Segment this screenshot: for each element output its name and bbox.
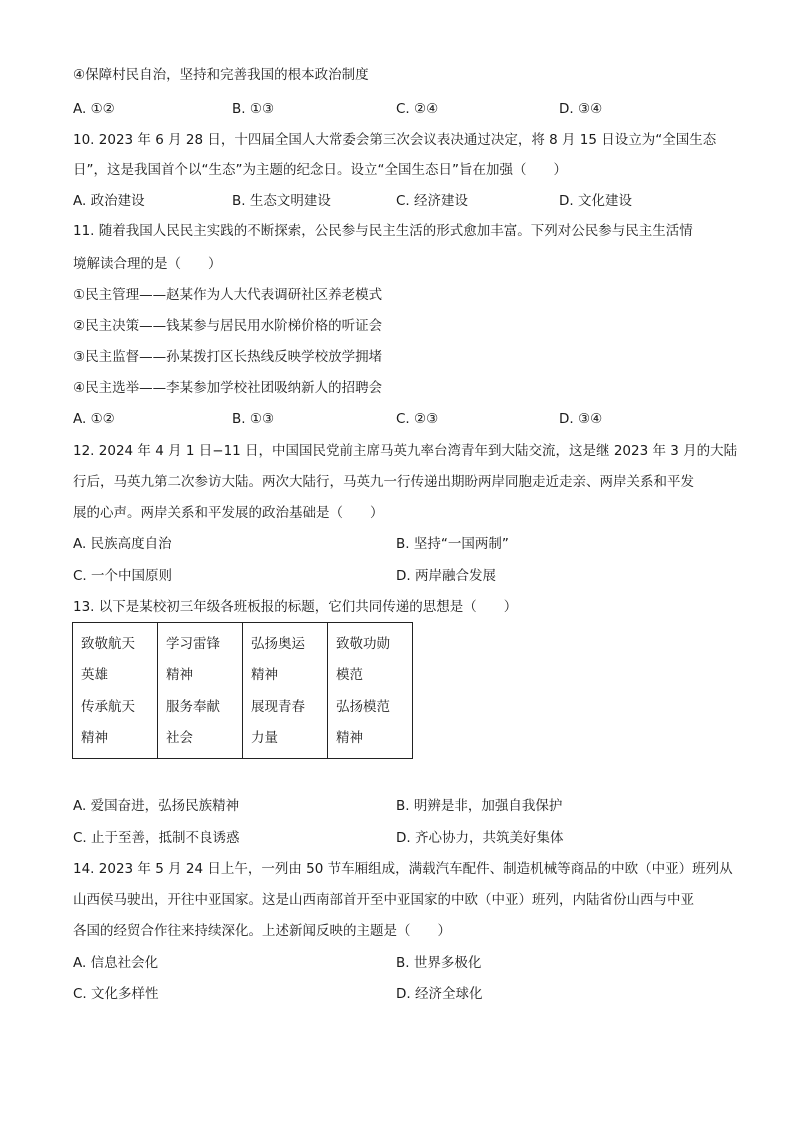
q10-stem-line-2: 日”，这是我国首个以“生态”为主题的纪念日。设立“全国生态日”旨在加强（ ） (73, 162, 567, 178)
q11-option-c[interactable]: C. ②③ (396, 411, 439, 427)
q14-stem-line-2: 山西侯马驶出，开往中亚国家。这是山西南部首开至中亚国家的中欧（中亚）班列，内陆省份山西与中亚 (73, 892, 694, 908)
cell-line: 弘扬模范 (336, 698, 390, 715)
cell-line: 传承航天 (81, 698, 135, 715)
table-cell-class-2 (158, 623, 243, 759)
q11-item-3: ③民主监督——孙某拨打区长热线反映学校放学拥堵 (73, 349, 383, 365)
q10-option-a[interactable]: A. 政治建设 (73, 193, 145, 209)
q13-option-b[interactable]: B. 明辨是非，加强自我保护 (396, 798, 563, 814)
q11-stem-line-2: 境解读合理的是（ ） (73, 256, 222, 272)
cell-line: 精神 (336, 729, 363, 746)
q10-option-c[interactable]: C. 经济建设 (396, 193, 469, 209)
q10-stem-line-1: 10. 2023 年 6 月 28 日，十四届全国人大常委会第三次会议表决通过决定，将 8 月 15 日设立为“全国生态 (73, 132, 717, 148)
cell-line: 服务奉献 (166, 698, 220, 715)
q14-option-b[interactable]: B. 世界多极化 (396, 955, 482, 971)
table-cell-class-1 (73, 623, 158, 759)
cell-line: 英雄 (81, 667, 108, 684)
q11-stem-line-1: 11. 随着我国人民民主实践的不断探索，公民参与民主生活的形式愈加丰富。下列对公民参与民主生活情 (73, 223, 693, 239)
q13-option-a[interactable]: A. 爱国奋进，弘扬民族精神 (73, 798, 240, 814)
cell-line: 精神 (81, 729, 108, 746)
q12-option-b[interactable]: B. 坚持“一国两制” (396, 536, 509, 552)
cell-line: 致敬航天 (81, 636, 135, 652)
q9-option-d[interactable]: D. ③④ (559, 101, 603, 117)
q11-option-b[interactable]: B. ①③ (232, 411, 275, 427)
q9-item-4: ④保障村民自治，坚持和完善我国的根本政治制度 (73, 67, 369, 83)
q14-option-d[interactable]: D. 经济全球化 (396, 986, 483, 1002)
table-row (73, 623, 413, 759)
cell-line: 精神 (166, 667, 193, 684)
q9-option-c[interactable]: C. ②④ (396, 101, 439, 117)
cell-line: 致敬功勋 (336, 636, 390, 652)
cell-line: 精神 (251, 667, 278, 684)
q12-stem-line-1: 12. 2024 年 4 月 1 日−11 日，中国国民党前主席马英九率台湾青年到大陆交流，这是继 2023 年 3 月的大陆 (73, 443, 738, 459)
cell-line: 展现青春 (251, 698, 305, 715)
blackboard-title-table (72, 622, 413, 759)
q12-option-a[interactable]: A. 民族高度自治 (73, 536, 172, 552)
q13-stem: 13. 以下是某校初三年级各班板报的标题，它们共同传递的思想是（ ） (73, 599, 518, 615)
q14-stem-line-3: 各国的经贸合作往来持续深化。上述新闻反映的主题是（ ） (73, 923, 451, 939)
cell-line: 弘扬奥运 (251, 636, 305, 652)
q14-option-a[interactable]: A. 信息社会化 (73, 955, 159, 971)
q13-option-c[interactable]: C. 止于至善，抵制不良诱惑 (73, 830, 240, 846)
q11-option-d[interactable]: D. ③④ (559, 411, 603, 427)
q12-option-d[interactable]: D. 两岸融合发展 (396, 568, 496, 584)
q12-stem-line-2: 行后，马英九第二次参访大陆。两次大陆行，马英九一行传递出期盼两岸同胞走近走亲、两岸关系和平发 (73, 474, 694, 490)
q11-option-a[interactable]: A. ①② (73, 411, 115, 427)
q11-item-2: ②民主决策——钱某参与居民用水阶梯价格的听证会 (73, 318, 383, 334)
cell-line: 力量 (251, 729, 278, 746)
q10-option-d[interactable]: D. 文化建设 (559, 193, 632, 209)
q9-option-b[interactable]: B. ①③ (232, 101, 275, 117)
q12-option-c[interactable]: C. 一个中国原则 (73, 568, 173, 584)
q10-option-b[interactable]: B. 生态文明建设 (232, 193, 331, 209)
cell-line: 社会 (166, 729, 193, 746)
cell-line: 模范 (336, 667, 363, 684)
q9-option-a[interactable]: A. ①② (73, 101, 115, 117)
q11-item-4: ④民主选举——李某参加学校社团吸纳新人的招聘会 (73, 380, 383, 396)
q14-option-c[interactable]: C. 文化多样性 (73, 986, 159, 1002)
q12-stem-line-3: 展的心声。两岸关系和平发展的政治基础是（ ） (73, 505, 384, 521)
q11-item-1: ①民主管理——赵某作为人大代表调研社区养老模式 (73, 287, 383, 303)
cell-line: 学习雷锋 (166, 636, 220, 652)
q13-option-d[interactable]: D. 齐心协力，共筑美好集体 (396, 830, 564, 846)
table-cell-class-4 (328, 623, 413, 759)
table-cell-class-3 (243, 623, 328, 759)
q14-stem-line-1: 14. 2023 年 5 月 24 日上午，一列由 50 节车厢组成，满载汽车配件、制造机械等商品的中欧（中亚）班列从 (73, 861, 733, 877)
